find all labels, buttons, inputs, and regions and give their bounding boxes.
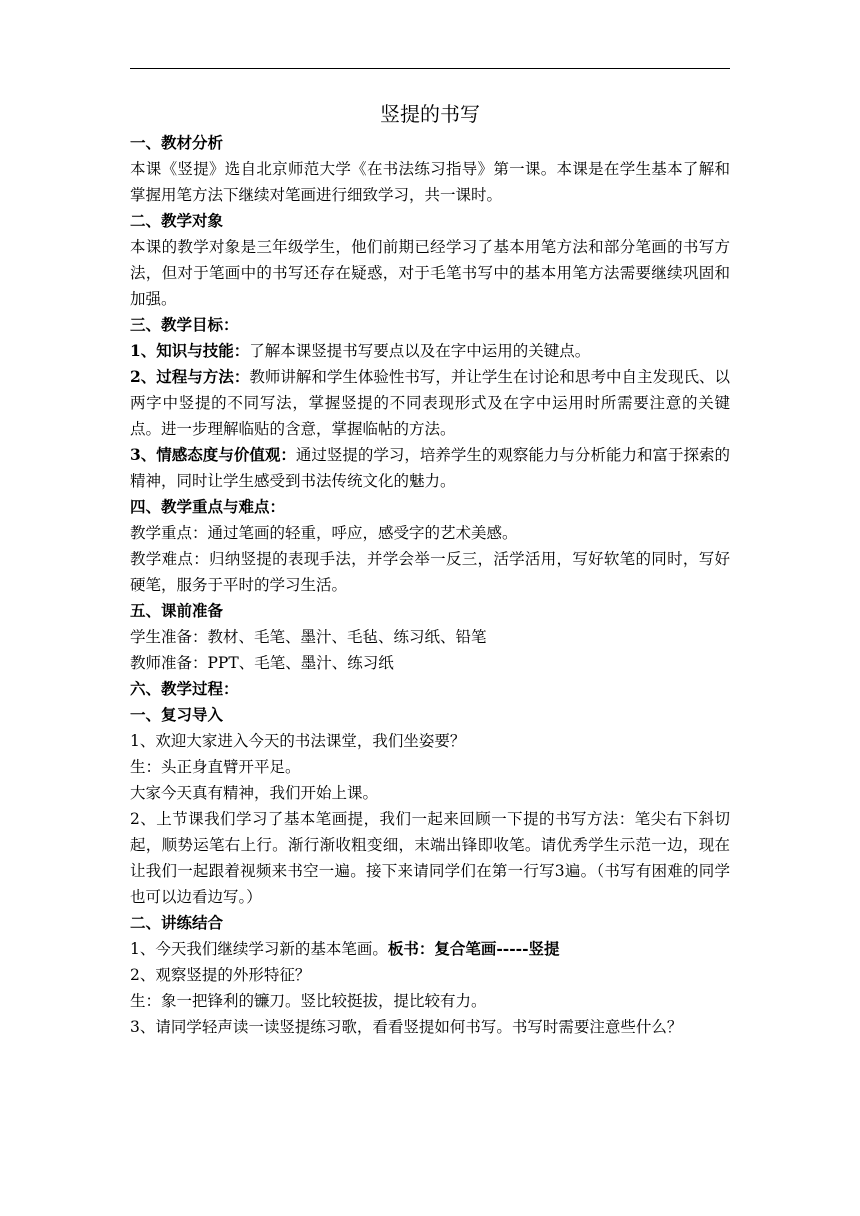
goal-process <box>130 364 730 442</box>
section-heading-focus: 四、教学重点与难点： <box>130 497 286 516</box>
review-line-2: 生：头正身直臂开平足。 <box>130 758 301 776</box>
goal-knowledge-label: 1、知识与技能： <box>130 341 250 360</box>
practice-line-2: 2、观察竖提的外形特征？ <box>130 966 311 984</box>
section-text-materials: 本课《竖提》选自北京师范大学《在书法练习指导》第一课。本课是在学生基本了解和掌握用笔方法下继续对笔画进行细致学习，共一课时。 <box>130 160 730 204</box>
practice-line-3: 生：象一把锋利的镰刀。竖比较挺拔，提比较有力。 <box>130 992 487 1010</box>
document-body <box>130 100 730 1040</box>
prep-teacher: 教师准备：PPT、毛笔、墨汁、练习纸 <box>130 654 394 672</box>
review-line-3: 大家今天真有精神，我们开始上课。 <box>130 784 379 802</box>
subheading-practice: 二、讲练结合 <box>130 913 224 932</box>
goal-knowledge-text: 了解本课竖提书写要点以及在字中运用的关键点。 <box>249 342 591 360</box>
prep-student: 学生准备：教材、毛笔、墨汁、毛毡、练习纸、铅笔 <box>130 628 487 646</box>
practice-line-1-board: 板书：复合笔画-----竖提 <box>387 939 560 958</box>
goal-process-text: 教师讲解和学生体验性书写，并让学生在讨论和思考中自主发现氏、以两字中竖提的不同写法，掌握竖提的不同表现形式及在字中运用时所需要注意的关键点。进一步理解临贴的含意，掌握临帖的方法。 <box>130 368 730 438</box>
section-heading-goals: 三、教学目标： <box>130 315 239 334</box>
goal-emotion <box>130 442 730 494</box>
focus-key-point: 教学重点：通过笔画的轻重，呼应，感受字的艺术美感。 <box>130 524 518 542</box>
section-heading-materials: 一、教材分析 <box>130 133 224 152</box>
practice-line-1 <box>130 936 730 962</box>
practice-line-1-text: 1、今天我们继续学习新的基本笔画。 <box>130 940 388 958</box>
section-heading-audience: 二、教学对象 <box>130 211 224 230</box>
goal-knowledge <box>130 338 730 364</box>
goal-process-label: 2、过程与方法： <box>130 367 250 386</box>
document-title: 竖提的书写 <box>380 102 480 126</box>
review-line-4: 2、上节课我们学习了基本笔画提，我们一起来回顾一下提的书写方法：笔尖右下斜切起，顺势运笔右上行。渐行渐收粗变细，末端出锋即收笔。请优秀学生示范一边，现在让我们一起跟着视频来书空一遍。接下来请同学们在第一行写3遍。（书写有困难的同学也可以边看边写。） <box>130 810 730 906</box>
section-heading-process: 六、教学过程： <box>130 679 239 698</box>
section-heading-preparation: 五、课前准备 <box>130 601 224 620</box>
goal-emotion-label: 3、情感态度与价值观： <box>130 445 296 464</box>
subheading-review: 一、复习导入 <box>130 705 224 724</box>
focus-difficulty: 教学难点：归纳竖提的表现手法，并学会举一反三，活学活用，写好软笔的同时，写好硬笔，服务于平时的学习生活。 <box>130 550 730 594</box>
review-line-1: 1、欢迎大家进入今天的书法课堂，我们坐姿要？ <box>130 732 466 750</box>
header-rule <box>130 68 730 69</box>
practice-line-4: 3、请同学轻声读一读竖提练习歌，看看竖提如何书写。书写时需要注意些什么？ <box>130 1018 683 1036</box>
goal-emotion-text: 通过竖提的学习，培养学生的观察能力与分析能力和富于探索的精神，同时让学生感受到书法传统文化的魅力。 <box>130 446 730 490</box>
section-text-audience: 本课的教学对象是三年级学生，他们前期已经学习了基本用笔方法和部分笔画的书写方法，但对于笔画中的书写还存在疑惑，对于毛笔书写中的基本用笔方法需要继续巩固和加强。 <box>130 238 730 308</box>
